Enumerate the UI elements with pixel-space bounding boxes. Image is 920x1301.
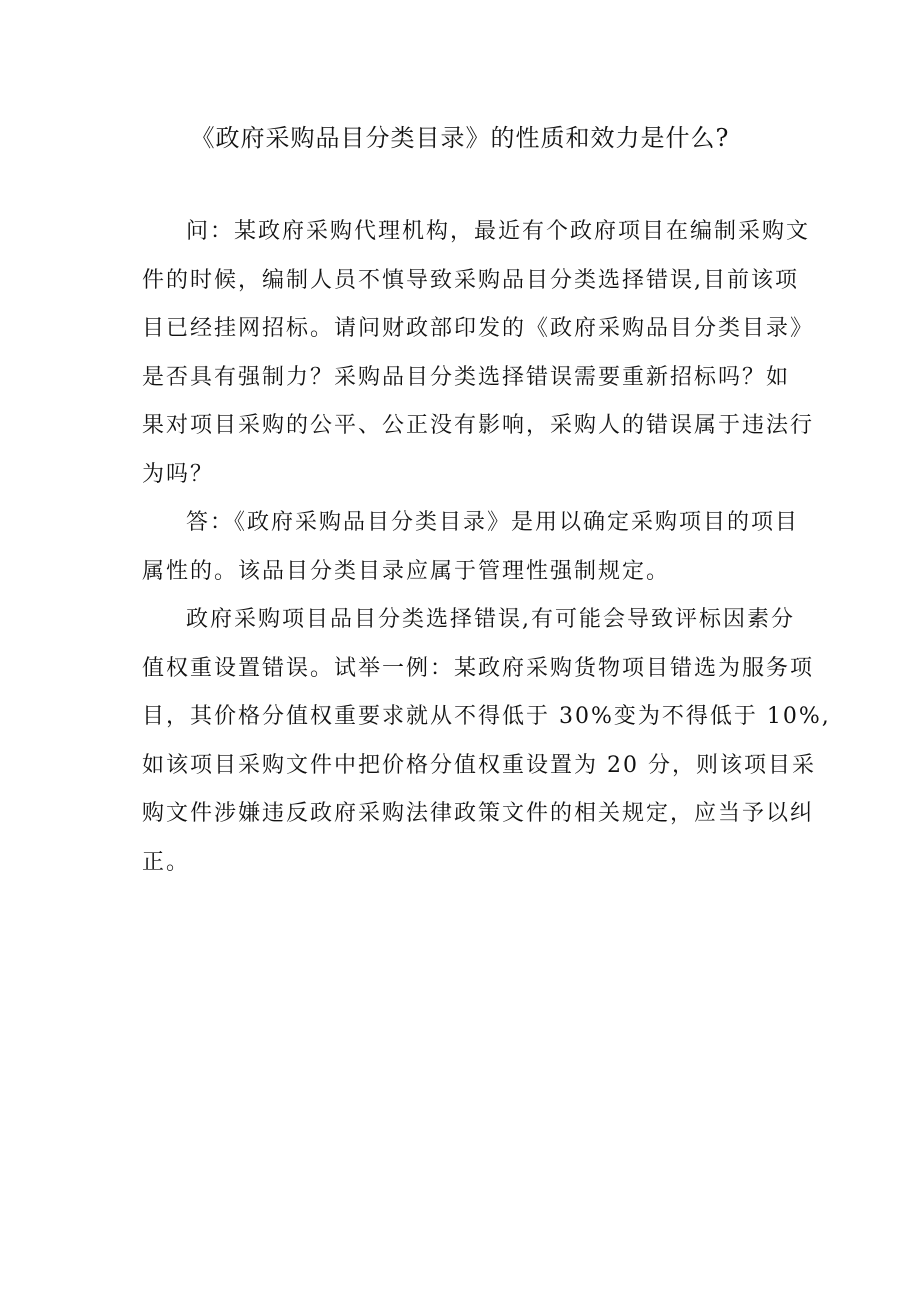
example-paragraph (142, 596, 831, 887)
text-line: 如该项目采购文件中把价格分值权重设置为 20 分，则该项目采 (142, 752, 816, 778)
question-paragraph (142, 208, 815, 499)
document-title: 《政府采购品目分类目录》的性质和效力是什么? (190, 124, 730, 152)
text-line: 目已经挂网招标。请问财政部印发的《政府采购品目分类目录》 (142, 316, 815, 341)
text-line: 问：某政府采购代理机构，最近有个政府项目在编制采购文 (186, 219, 811, 244)
text-line: 为吗？ (142, 461, 215, 487)
text-line: 目，其价格分值权重要求就从不得低于 30%变为不得低于 10%, (142, 704, 831, 729)
text-line: 正。 (142, 849, 191, 875)
document-body (142, 208, 831, 887)
text-line: 购文件涉嫌违反政府采购法律政策文件的相关规定，应当予以纠 (142, 801, 815, 826)
text-line: 答：《政府采购品目分类目录》是用以确定采购项目的项目 (186, 510, 800, 535)
text-line: 件的时候，编制人员不慎导致采购品目分类选择错误,目前该项 (142, 267, 799, 293)
text-line: 政府采购项目品目分类选择错误,有可能会导致评标因素分 (186, 607, 795, 632)
answer-paragraph (142, 499, 800, 596)
text-line: 值权重设置错误。试举一例：某政府采购货物项目错选为服务项 (142, 655, 815, 681)
text-line: 果对项目采购的公平、公正没有影响，采购人的错误属于违法行 (142, 413, 815, 438)
text-line: 是否具有强制力？采购品目分类选择错误需要重新招标吗？如 (142, 364, 791, 390)
text-line: 属性的。该品目分类目录应属于管理性强制规定。 (142, 558, 671, 584)
